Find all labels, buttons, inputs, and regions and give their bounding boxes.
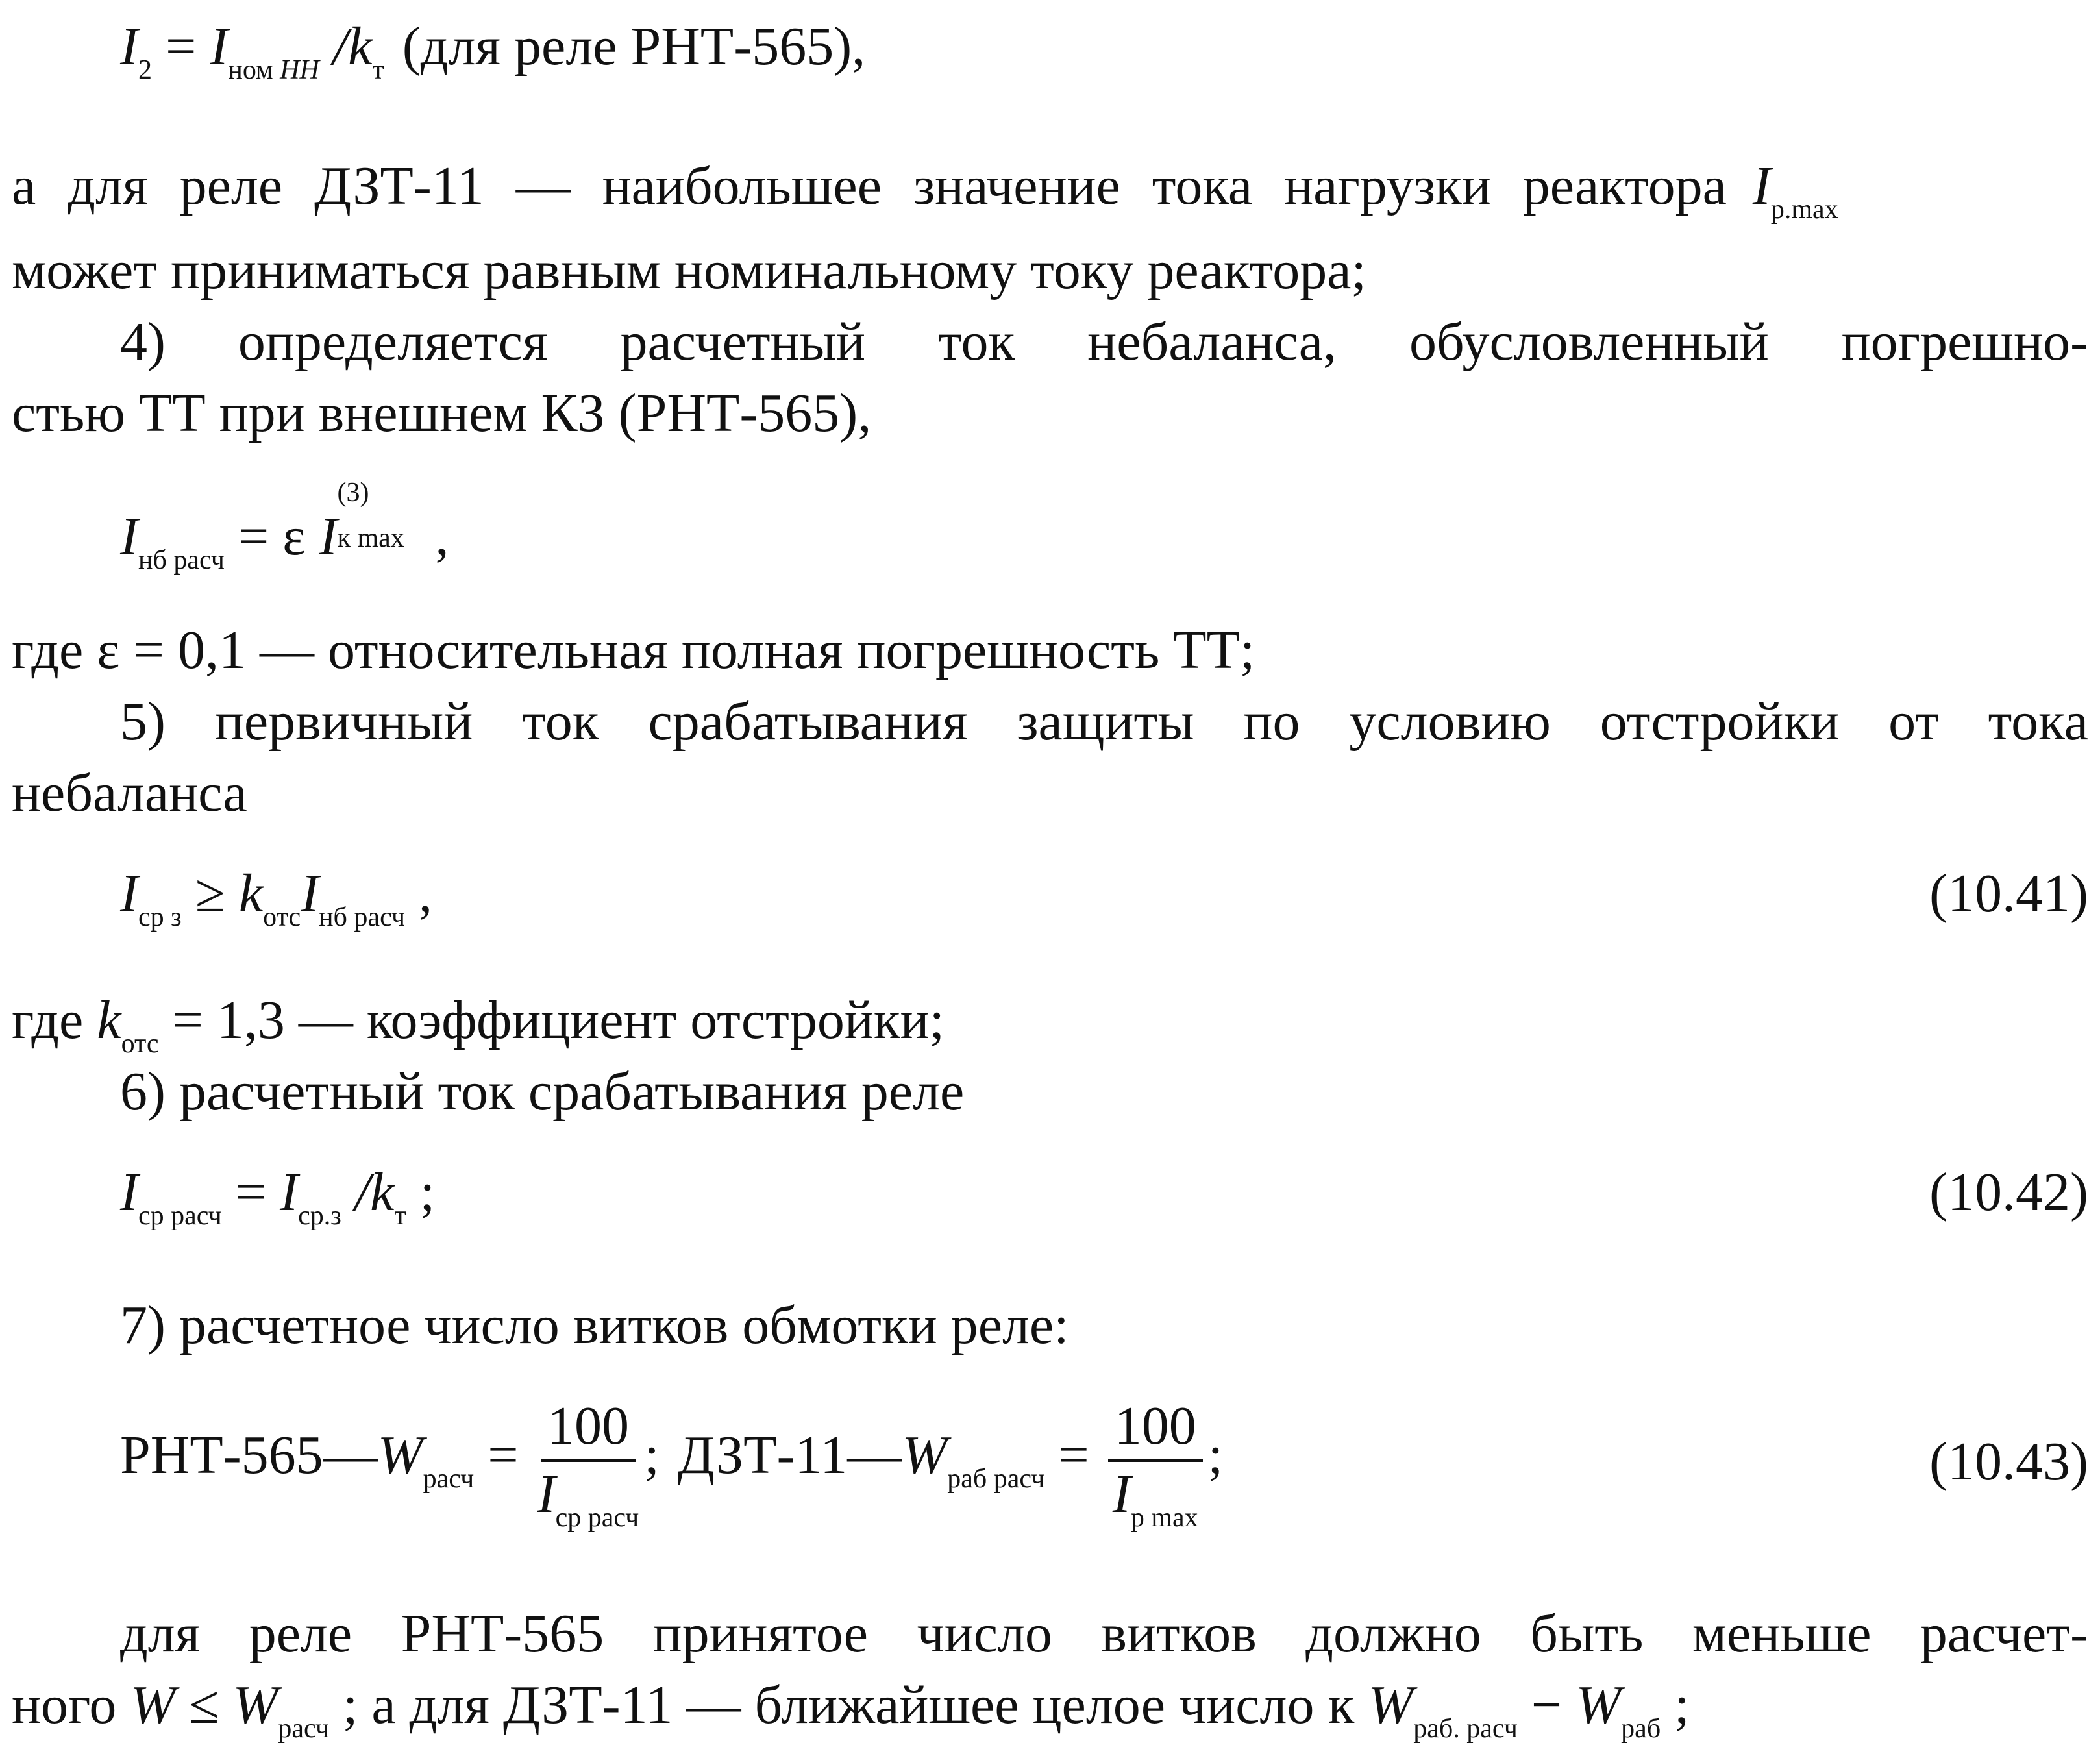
subscript: отс xyxy=(121,1029,159,1059)
fraction xyxy=(1108,1396,1203,1533)
formula-i-sr-z xyxy=(120,863,432,932)
subscript: ср з xyxy=(138,902,182,932)
paragraph-line xyxy=(12,156,2088,225)
fraction-numerator: 100 xyxy=(541,1399,636,1462)
equals-sign: = xyxy=(1044,1424,1103,1485)
punctuation: ; xyxy=(1661,1675,1690,1735)
fraction-denominator xyxy=(537,1462,639,1533)
paragraph-line xyxy=(12,1675,2088,1744)
formula-i-sr-rasch xyxy=(120,1162,436,1231)
paragraph-line: стью ТТ при внешнем КЗ (РНТ-565), xyxy=(12,383,872,443)
symbol-k: k xyxy=(370,1162,395,1222)
equation-number: (10.41) xyxy=(1929,863,2088,924)
subscript: расч xyxy=(423,1463,475,1494)
text: ; а для ДЗТ-11 — ближайшее целое число к xyxy=(328,1675,1368,1735)
symbol-k: k xyxy=(97,990,121,1050)
subscript: ср расч xyxy=(138,1201,222,1231)
symbol-i: I xyxy=(301,863,319,924)
formula-i-nb xyxy=(120,478,449,575)
subscript: нб расч xyxy=(138,545,225,575)
formula-w-rasch xyxy=(120,1396,1224,1533)
symbol-i: I xyxy=(210,16,229,77)
fraction-denominator xyxy=(1112,1462,1198,1533)
subscript: расч xyxy=(278,1714,329,1744)
paragraph-line: 7) расчетное число витков обмотки реле: xyxy=(120,1295,1069,1355)
fraction-numerator: 100 xyxy=(1108,1399,1203,1462)
symbol-i: I xyxy=(1112,1464,1131,1524)
ge-sign: ≥ xyxy=(181,863,239,924)
relay-label: РНТ-565— xyxy=(120,1424,378,1485)
text: а для реле ДЗТ-11 — наибольшее значение тока нагрузки реактора xyxy=(12,156,1727,216)
text: ного xyxy=(12,1675,130,1735)
symbol-k: k xyxy=(348,16,373,77)
equals-sign: = ε xyxy=(224,506,319,567)
slash: / xyxy=(319,16,349,77)
paragraph-line: где ε = 0,1 — относительная полная погрешность ТТ; xyxy=(12,620,1255,680)
subscript: раб xyxy=(1621,1714,1661,1744)
subscript: т xyxy=(394,1201,406,1231)
le-sign: ≤ xyxy=(175,1675,233,1735)
paragraph-line: 5) первичный ток срабатывания защиты по условию отстройки от тока xyxy=(120,691,2088,752)
text: может приниматься равным номинальному току реактора; xyxy=(12,240,1366,301)
symbol-i: I xyxy=(280,1162,299,1222)
paragraph-line: для реле РНТ-565 принятое число витков должно быть меньше расчет- xyxy=(120,1603,2088,1664)
subscript-italic: HH xyxy=(280,55,319,85)
subscript: нб расч xyxy=(319,902,405,932)
punctuation: , xyxy=(405,863,432,924)
minus-sign: − xyxy=(1517,1675,1576,1735)
equals-sign: = xyxy=(474,1424,532,1485)
symbol-w: W xyxy=(1575,1675,1622,1735)
fraction xyxy=(537,1396,639,1533)
symbol-i: I xyxy=(120,863,138,924)
subscript: ср расч xyxy=(555,1503,639,1533)
relay-label: ДЗТ-11— xyxy=(677,1424,902,1485)
symbol-w: W xyxy=(1368,1675,1414,1735)
paragraph-line xyxy=(12,990,2088,1059)
sup-sub-stack xyxy=(337,478,422,554)
paragraph-line: 6) расчетный ток срабатывания реле xyxy=(120,1061,965,1122)
paragraph-line: небаланса xyxy=(12,763,247,823)
symbol-i: I xyxy=(319,506,338,567)
superscript: (3) xyxy=(337,478,369,508)
punctuation: ; xyxy=(644,1424,660,1485)
punctuation: ; xyxy=(406,1162,436,1222)
equation-number: (10.42) xyxy=(1929,1162,2088,1222)
subscript: р.max xyxy=(1770,195,1838,225)
formula-note: (для реле РНТ-565), xyxy=(402,16,866,77)
punctuation: , xyxy=(421,506,449,567)
subscript: 2 xyxy=(138,55,152,85)
symbol-i: I xyxy=(1752,156,1771,216)
subscript: т xyxy=(372,55,384,85)
symbol-i: I xyxy=(537,1464,556,1524)
symbol-w: W xyxy=(902,1424,948,1485)
symbol-i: I xyxy=(120,506,138,567)
subscript: к max xyxy=(337,523,404,553)
subscript: отс xyxy=(263,902,301,932)
equals-sign: = xyxy=(221,1162,280,1222)
symbol-k: k xyxy=(238,863,264,924)
text: где xyxy=(12,990,97,1050)
punctuation: ; xyxy=(1207,1424,1224,1485)
subscript: раб расч xyxy=(947,1463,1045,1494)
symbol-i: I xyxy=(120,16,138,77)
formula-i2 xyxy=(120,16,866,85)
text: = 1,3 — коэффициент отстройки; xyxy=(158,990,945,1050)
symbol-w: W xyxy=(232,1675,278,1735)
equals-sign: = xyxy=(151,16,210,77)
subscript: ном xyxy=(228,55,280,85)
paragraph-line: 4) определяется расчетный ток небаланса, обусловленный погрешно- xyxy=(120,312,2088,372)
symbol-i: I xyxy=(120,1162,138,1222)
paragraph-line xyxy=(12,240,2088,301)
slash: / xyxy=(341,1162,371,1222)
equation-number: (10.43) xyxy=(1929,1431,2088,1492)
subscript: ср.з xyxy=(298,1201,341,1231)
symbol-w: W xyxy=(377,1424,423,1485)
subscript: раб. расч xyxy=(1413,1714,1518,1744)
subscript: р max xyxy=(1130,1503,1198,1533)
symbol-w: W xyxy=(130,1675,176,1735)
